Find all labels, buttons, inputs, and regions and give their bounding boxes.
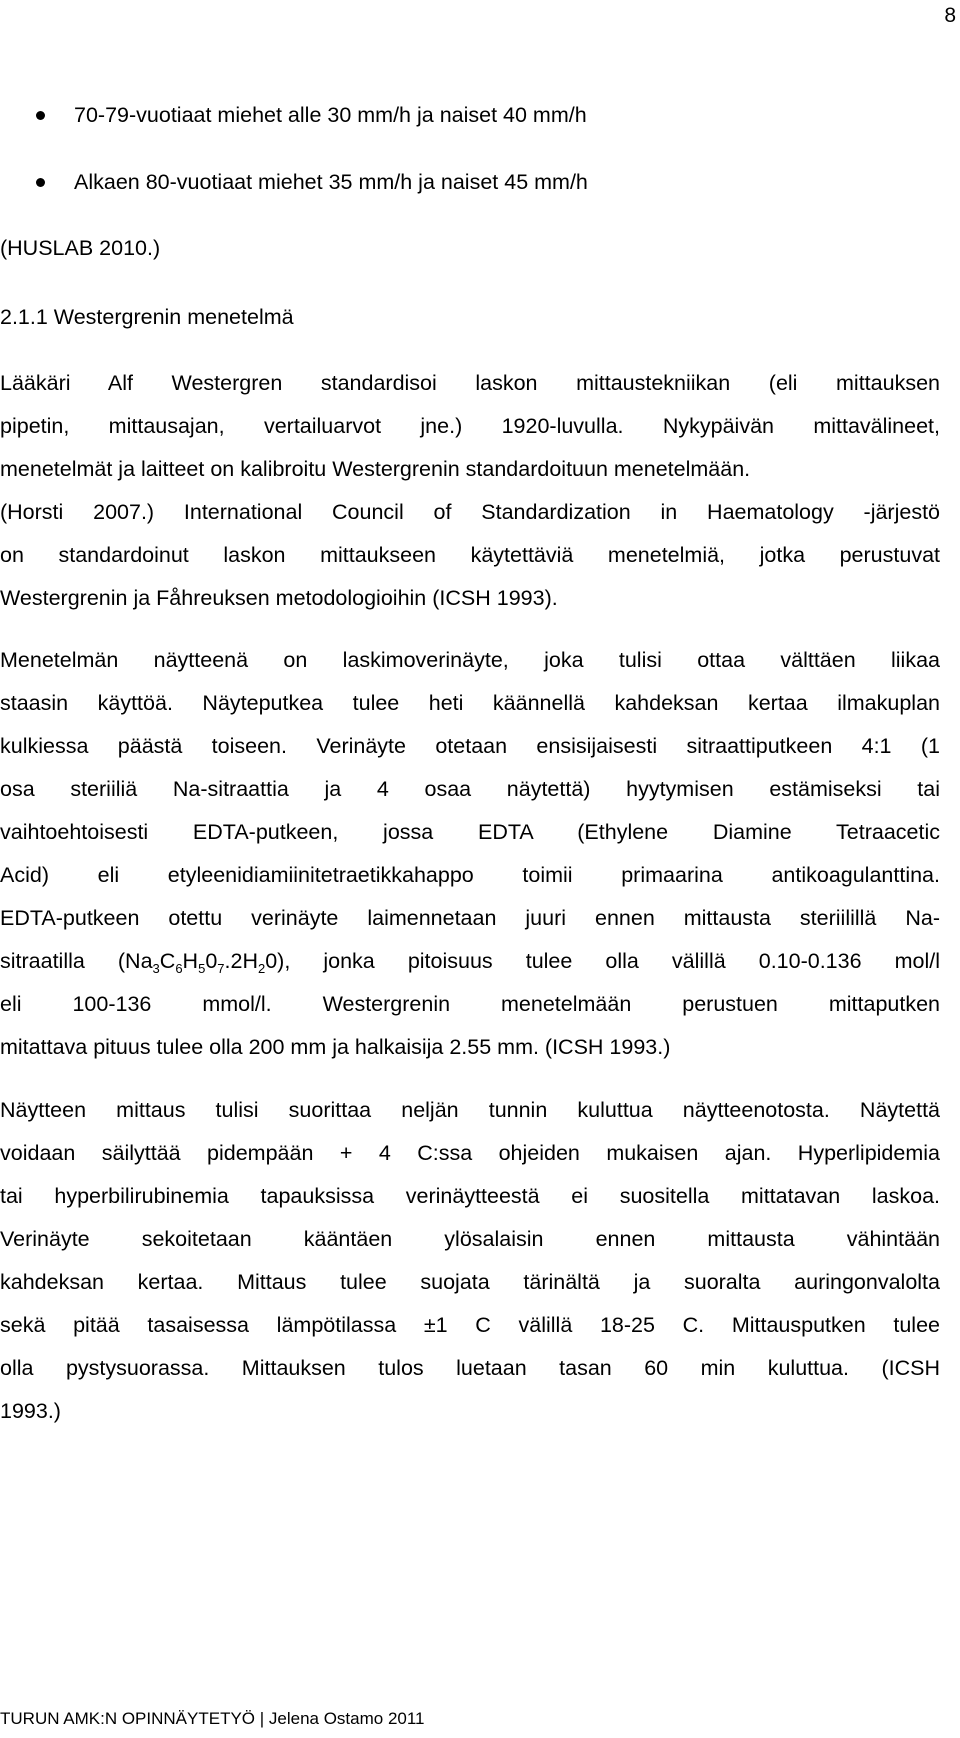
paragraph-line: (Horsti 2007.) International Council of Standardization in Haematology -järjestö [0, 500, 940, 524]
paragraph-line: voidaan säilyttää pidempään + 4 C:ssa ohjeiden mukaisen ajan. Hyperlipidemia [0, 1141, 940, 1165]
page-footer: TURUN AMK:N OPINNÄYTETYÖ | Jelena Ostamo 2011 [0, 1709, 425, 1728]
paragraph-line: 1993.) [0, 1399, 61, 1423]
formula-part: .2H [224, 949, 258, 973]
bullet-item: 70-79-vuotiaat miehet alle 30 mm/h ja naiset 40 mm/h [74, 103, 587, 127]
subscript: 3 [152, 961, 160, 976]
subscript: 2 [257, 961, 266, 976]
paragraph-line: EDTA-putkeen otettu verinäyte laimennetaan juuri ennen mittausta steriilillä Na- [0, 906, 940, 930]
subscript: 6 [175, 961, 183, 976]
paragraph-line: mitattava pituus tulee olla 200 mm ja halkaisija 2.55 mm. (ICSH 1993.) [0, 1035, 671, 1059]
bullet-dot [36, 111, 45, 120]
paragraph-line: Acid) eli etyleenidiamiinitetraetikkahappo toimii primaarina antikoagulanttina. [0, 863, 940, 887]
paragraph-line: Menetelmän näytteenä on laskimoverinäyte, joka tulisi ottaa välttäen liikaa [0, 648, 940, 672]
subscript: 5 [198, 961, 206, 976]
formula-pre: sitraatilla (Na [0, 949, 153, 973]
paragraph-line: pipetin, mittausajan, vertailuarvot jne.) 1920-luvulla. Nykypäivän mittavälineet, [0, 414, 940, 438]
source-citation: (HUSLAB 2010.) [0, 236, 161, 260]
paragraph-line: kahdeksan kertaa. Mittaus tulee suojata tärinältä ja suoralta auringonvalolta [0, 1270, 940, 1294]
paragraph-line: staasin käyttöä. Näyteputkea tulee heti käännellä kahdeksan kertaa ilmakuplan [0, 691, 940, 715]
paragraph-line: Näytteen mittaus tulisi suorittaa neljän tunnin kuluttua näytteenotosta. Näytettä [0, 1098, 940, 1122]
paragraph-line: Verinäyte sekoitetaan kääntäen ylösalaisin ennen mittausta vähintään [0, 1227, 940, 1251]
formula-post: 0), jonka pitoisuus tulee olla välillä 0.10-0.136 mol/l [265, 949, 940, 973]
paragraph-line: olla pystysuorassa. Mittauksen tulos luetaan tasan 60 min kuluttua. (ICSH [0, 1356, 940, 1380]
paragraph-line: kulkiessa päästä toiseen. Verinäyte otetaan ensisijaisesti sitraattiputkeen 4:1 (1 [0, 734, 940, 758]
section-heading: 2.1.1 Westergrenin menetelmä [0, 305, 294, 329]
paragraph-line: menetelmät ja laitteet on kalibroitu Westergrenin standardoituun menetelmään. [0, 457, 751, 481]
paragraph-line: tai hyperbilirubinemia tapauksissa verinäytteestä ei suositella mittatavan laskoa. [0, 1184, 940, 1208]
paragraph-line: Lääkäri Alf Westergren standardisoi laskon mittaustekniikan (eli mittauksen [0, 371, 940, 395]
formula-line [0, 946, 940, 976]
paragraph-line: Westergrenin ja Fåhreuksen metodologioihin (ICSH 1993). [0, 586, 558, 610]
formula-part: C [159, 949, 176, 973]
paragraph-line: sekä pitää tasaisessa lämpötilassa ±1 C välillä 18-25 C. Mittausputken tulee [0, 1313, 940, 1337]
formula-part: H [182, 949, 199, 973]
paragraph-line: osa steriiliä Na-sitraattia ja 4 osaa näytettä) hyytymisen estämiseksi tai [0, 777, 940, 801]
paragraph-line: eli 100-136 mmol/l. Westergrenin menetelmään perustuen mittaputken [0, 992, 940, 1016]
paragraph-line: on standardoinut laskon mittaukseen käytettäviä menetelmiä, jotka perustuvat [0, 543, 940, 567]
subscript: 7 [217, 961, 225, 976]
bullet-item: Alkaen 80-vuotiaat miehet 35 mm/h ja naiset 45 mm/h [74, 170, 588, 194]
formula-part: 0 [205, 949, 218, 973]
page-number: 8 [944, 4, 956, 27]
paragraph-line: vaihtoehtoisesti EDTA-putkeen, jossa EDTA (Ethylene Diamine Tetraacetic [0, 820, 940, 844]
bullet-dot [36, 178, 45, 187]
